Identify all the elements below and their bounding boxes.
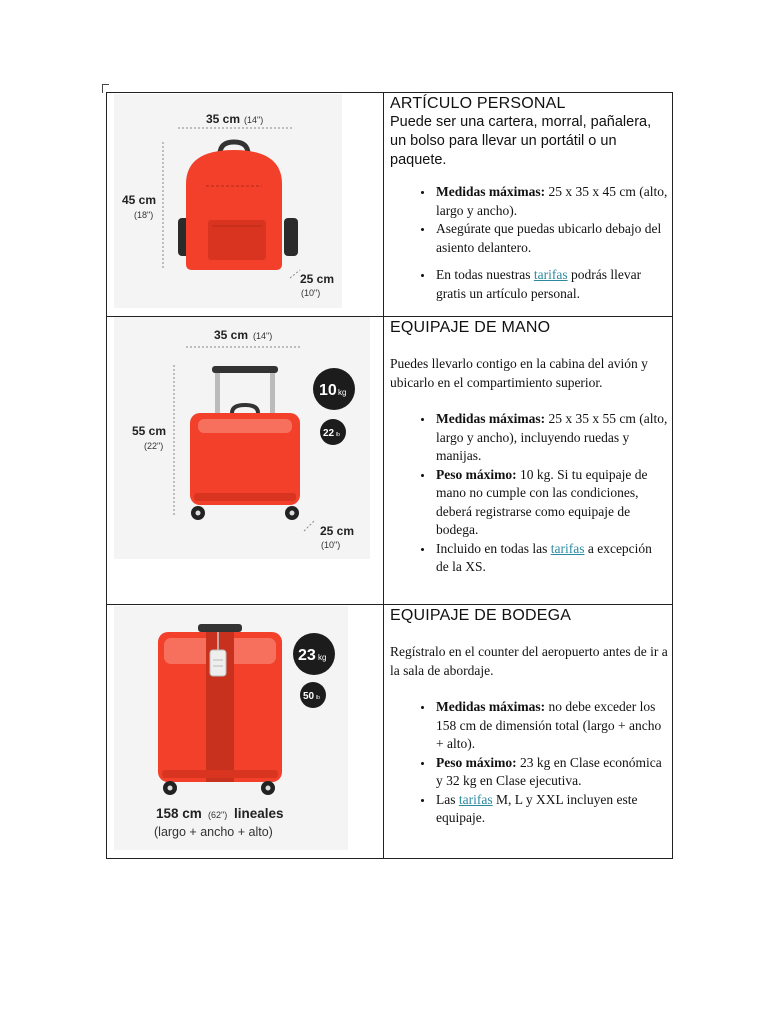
carry-on-text-cell — [384, 317, 673, 605]
list-item — [434, 754, 668, 791]
checked-bag-image-cell — [107, 605, 384, 859]
width-inches: (14") — [244, 115, 264, 125]
section-intro: Regístralo en el counter del aeropuerto antes de ir a la sala de abordaje. — [390, 644, 668, 678]
linear-size-caption: (largo + ancho + alto) — [154, 825, 273, 839]
bullet-bold-label: Medidas máximas: — [436, 411, 546, 426]
bullet-text: En todas nuestras — [436, 267, 534, 282]
list-item — [434, 220, 668, 257]
width-inches: (14") — [253, 331, 273, 341]
bullet-text: 10 kg. Si tu equipaje de mano no cumple con las condiciones, deberá registrarse como equipaje de bodega. — [436, 466, 648, 537]
bullet-text: a excepción de la XS. — [436, 540, 652, 574]
list-item — [434, 791, 668, 828]
bullet-text: no debe exceder los 158 cm de dimensión total (largo + ancho + alto). — [436, 699, 662, 751]
backpack-illustration — [114, 94, 342, 308]
list-item — [434, 540, 668, 577]
list-item — [434, 410, 668, 466]
weight-lb-unit: lb — [316, 695, 320, 701]
list-item — [434, 466, 668, 540]
bullet-text: Asegúrate que puedas ubicarlo debajo del asiento delantero. — [436, 221, 662, 255]
width-label: 35 cm — [206, 112, 241, 126]
checked-bag-illustration — [114, 606, 348, 850]
list-item — [434, 698, 668, 754]
weight-kg-value: 10 — [319, 382, 337, 399]
checked-bag-bullets — [390, 698, 668, 828]
bullet-bold-label: Peso máximo: — [436, 466, 517, 482]
checked-bag-text-cell — [384, 605, 673, 859]
bullet-text: podrás llevar gratis un artículo personal. — [436, 267, 642, 301]
bullet-text: 25 x 35 x 55 cm (alto, largo y ancho), incluyendo ruedas y manijas. — [436, 411, 668, 463]
weight-lb-value: 22 — [323, 428, 335, 439]
list-item — [434, 266, 668, 303]
bullet-text: Incluido en todas las — [436, 540, 551, 556]
tarifas-link[interactable]: tarifas — [458, 791, 493, 807]
section-title-checked-bag: EQUIPAJE DE BODEGA — [390, 607, 572, 624]
bullet-text: 25 x 35 x 45 cm (alto, largo y ancho). — [436, 184, 668, 218]
bullet-bold-label: Medidas máximas: — [436, 699, 546, 714]
section-title-carry-on: EQUIPAJE DE MANO — [390, 319, 551, 336]
table-row-personal-item — [107, 93, 673, 317]
height-inches: (22") — [144, 441, 164, 451]
tarifas-link[interactable]: tarifas — [533, 267, 568, 282]
carry-on-bullets — [390, 410, 668, 577]
weight-kg-unit: kg — [318, 653, 327, 662]
list-item — [434, 183, 668, 220]
bullet-bold-label: Medidas máximas: — [436, 184, 546, 199]
section-intro: Puede ser una cartera, morral, pañalera, un bolso para llevar un portátil o un paquete. — [390, 114, 652, 168]
depth-label: 25 cm — [300, 272, 335, 286]
weight-lb-unit: lb — [336, 432, 340, 438]
bullet-text: Las — [436, 791, 459, 807]
bullet-text: M, L y XXL incluyen este equipaje. — [436, 791, 638, 825]
bullet-bold-label: Peso máximo: — [436, 754, 517, 770]
width-label: 35 cm — [214, 328, 249, 342]
weight-kg-unit: kg — [338, 388, 347, 397]
personal-item-image-cell — [107, 93, 384, 317]
height-inches: (18") — [134, 210, 154, 220]
table-row-carry-on — [107, 317, 673, 605]
carry-on-illustration — [114, 317, 370, 559]
depth-label: 25 cm — [320, 524, 355, 538]
carry-on-image-cell — [107, 317, 384, 605]
section-intro: Puedes llevarlo contigo en la cabina del avión y ubicarlo en el compartimiento superior. — [390, 356, 648, 390]
linear-size-word: lineales — [234, 806, 284, 821]
weight-kg-value: 23 — [298, 647, 316, 664]
personal-item-bullets — [390, 183, 668, 303]
height-label: 55 cm — [132, 424, 167, 438]
baggage-table — [106, 92, 673, 859]
weight-lb-value: 50 — [303, 691, 315, 702]
height-label: 45 cm — [122, 193, 157, 207]
linear-size-inches: (62") — [208, 810, 228, 820]
tarifas-link[interactable]: tarifas — [550, 540, 585, 556]
section-title-personal-item: ARTÍCULO PERSONAL — [390, 95, 566, 112]
depth-inches: (10") — [321, 540, 341, 550]
table-row-checked-bag — [107, 605, 673, 859]
bullet-text: 23 kg en Clase económica y 32 kg en Clase ejecutiva. — [436, 754, 662, 788]
linear-size-value: 158 cm — [156, 806, 202, 821]
personal-item-text-cell — [384, 93, 673, 317]
depth-inches: (10") — [301, 288, 321, 298]
